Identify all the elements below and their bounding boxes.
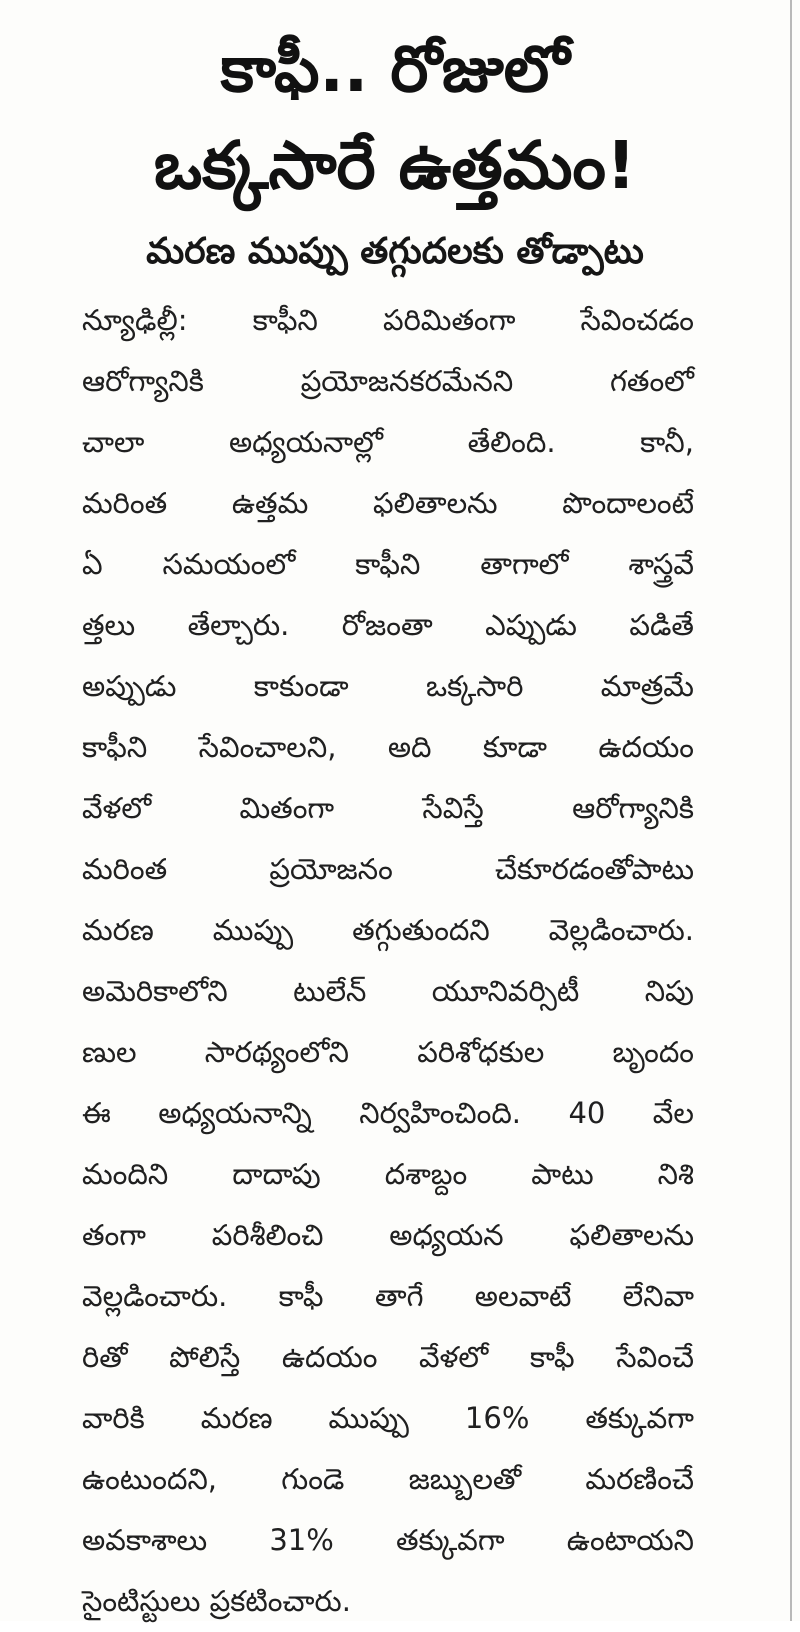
body-line: అవకాశాలు 31% తక్కువగా ఉంటాయని xyxy=(82,1523,694,1557)
body-line: రితో పోలిస్తే ఉదయం వేళలో కాఫీ సేవించే xyxy=(82,1340,694,1374)
body-line: చాలా అధ్యయనాల్లో తేలింది. కానీ, xyxy=(82,425,694,459)
body-line: ఉంటుందని, గుండె జబ్బులతో మరణించే xyxy=(82,1462,694,1496)
body-line: ఏ సమయంలో కాఫీని తాగాలో శాస్త్రవే xyxy=(82,547,694,581)
body-line: వెల్లడించారు. కాఫీ తాగే అలవాటే లేనివా xyxy=(82,1279,694,1313)
body-line: త్తలు తేల్చారు. రోజంతా ఎప్పుడు పడితే xyxy=(82,608,694,642)
headline-line-2: ఒక్కసారే ఉత్తమం! xyxy=(153,127,637,204)
body-line: అప్పుడు కాకుండా ఒక్కసారి మాత్రమే xyxy=(82,669,694,703)
body-line: కాఫీని సేవించాలని, అది కూడా ఉదయం xyxy=(82,730,694,764)
body-line: తంగా పరిశీలించి అధ్యయన ఫలితాలను xyxy=(82,1218,694,1252)
body-line: ణుల సారథ్యంలోని పరిశోధకుల బృందం xyxy=(82,1035,694,1069)
body-line: న్యూఢిల్లీ: కాఫీని పరిమితంగా సేవించడం xyxy=(82,303,694,337)
body-line: మరింత ఉత్తమ ఫలితాలను పొందాలంటే xyxy=(82,486,694,520)
body-line: అమెరికాలోని టులేన్ యూనివర్సిటీ నిపు xyxy=(82,974,694,1008)
article-body xyxy=(82,290,694,1632)
body-line: మరణ ముప్పు తగ్గుతుందని వెల్లడించారు. xyxy=(82,913,694,947)
body-line: మరింత ప్రయోజనం చేకూరడంతోపాటు xyxy=(82,852,694,886)
body-line: మందిని దాదాపు దశాబ్దం పాటు నిశి xyxy=(82,1157,694,1191)
body-line: సైంటిస్టులు ప్రకటించారు. xyxy=(82,1584,351,1618)
headline-line-1: కాఫీ.. రోజులో xyxy=(220,33,570,107)
body-line: వేళలో మితంగా సేవిస్తే ఆరోగ్యానికి xyxy=(82,791,694,825)
body-line: ఆరోగ్యానికి ప్రయోజనకరమేనని గతంలో xyxy=(82,364,694,398)
body-line: వారికి మరణ ముప్పు 16% తక్కువగా xyxy=(82,1401,694,1435)
body-line: ఈ అధ్యయనాన్ని నిర్వహించింది. 40 వేల xyxy=(82,1096,694,1130)
subheadline: మరణ ముప్పు తగ్గుదలకు తోడ్పాటు xyxy=(146,231,644,272)
column-edge-rule xyxy=(790,0,792,1621)
